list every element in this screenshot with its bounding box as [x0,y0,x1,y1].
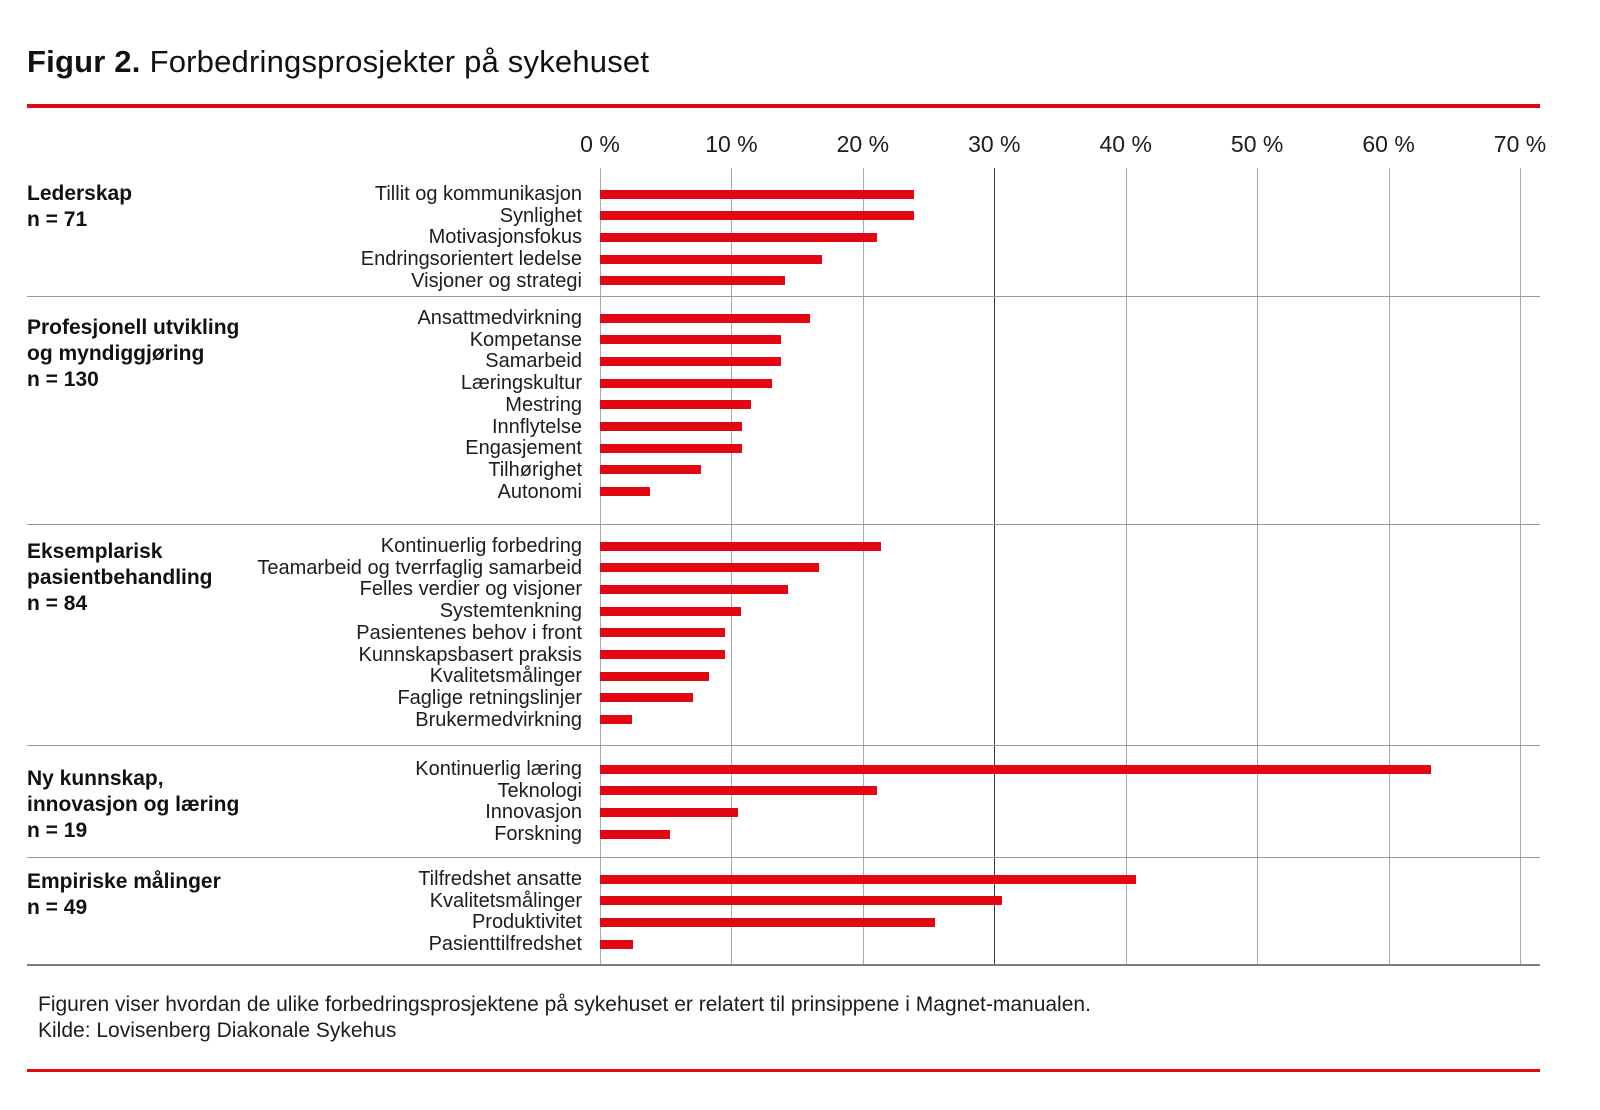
gridline-70 [1520,168,1521,966]
group-divider-2 [27,524,1540,525]
group-divider-3 [27,745,1540,746]
category-label: Tillit og kommunikasjon [374,183,582,205]
bottom-red-rule [27,1069,1540,1072]
category-label: Faglige retningslinjer [397,686,582,709]
bar [600,190,914,199]
bar [600,650,725,659]
bar [600,786,877,795]
category-label: Mestring [505,393,582,416]
category-label: Engasjement [465,437,582,460]
category-label: Kvalitetsmålinger [429,665,582,688]
bar [600,335,781,344]
category-label: Tilhørighet [488,458,582,481]
x-axis-tick-label: 60 % [1362,131,1415,157]
category-label: Teknologi [497,779,582,802]
x-axis-tick-label: 10 % [705,131,758,157]
group-title-line: og myndiggjøring [27,342,205,365]
bar [600,255,822,264]
bar [600,693,693,702]
x-axis-tick-label: 40 % [1099,131,1152,157]
bar [600,422,742,431]
category-label: Autonomi [497,480,582,503]
bar [600,940,633,949]
category-label: Endringsorientert ledelse [360,248,582,271]
bar [600,672,709,681]
category-label: Teamarbeid og tverrfaglig samarbeid [257,556,582,579]
figure-title-text: Forbedringsprosjekter på sykehuset [149,44,650,79]
category-label: Ansattmedvirkning [417,307,582,329]
bar [600,808,738,817]
bar [600,585,788,594]
group-title-line: Empiriske målinger [27,870,221,893]
gridline-30 [994,168,995,966]
category-label: Visjoner og strategi [411,269,582,292]
group-title-line: innovasjon og læring [27,793,240,816]
bar [600,487,650,496]
bar [600,276,785,285]
group-n-label: n = 130 [27,368,99,391]
group-title-line: Eksemplarisk [27,540,163,563]
bottom-axis-line [27,964,1540,966]
bar [600,607,741,616]
category-label: Produktivitet [471,911,582,934]
x-axis-tick-label: 20 % [836,131,890,157]
group-title-line: Lederskap [27,182,133,205]
category-label: Samarbeid [485,350,582,373]
category-label: Tilfredshet ansatte [418,868,582,890]
bar [600,314,810,323]
category-label: Motivasjonsfokus [428,226,582,249]
gridline-50 [1257,168,1258,966]
group-n-label: n = 84 [27,592,88,615]
top-red-rule [27,104,1540,108]
category-label: Kontinuerlig forbedring [380,535,582,557]
figure-title [27,44,649,80]
group-title-line: Ny kunnskap, [27,767,164,790]
bar [600,379,772,388]
gridline-60 [1389,168,1390,966]
figure-caption: Figuren viser hvordan de ulike forbedringsprosjektene på sykehuset er relatert til prinsippene i Magnet-manualen. [38,993,1091,1016]
category-label: Systemtenkning [439,600,582,623]
bar [600,563,819,572]
group-n-label: n = 71 [27,208,88,231]
group-divider-1 [27,296,1540,297]
bar [600,233,877,242]
bar [600,400,751,409]
category-label: Kompetanse [469,328,582,351]
category-label: Kunnskapsbasert praksis [358,643,582,666]
category-label: Pasienttilfredshet [428,933,582,956]
bar [600,875,1136,884]
bar [600,830,670,839]
bar [600,542,881,551]
x-axis-tick-label: 0 % [580,131,620,157]
group-title-line: Profesjonell utvikling [27,316,240,339]
figure-source: Kilde: Lovisenberg Diakonale Sykehus [38,1019,397,1042]
group-title-line: pasientbehandling [27,566,213,589]
bar [600,765,1431,774]
category-label: Synlighet [499,204,582,227]
category-label: Læringskultur [460,372,582,395]
bar [600,444,742,453]
bar [600,628,725,637]
category-label: Brukermedvirkning [415,708,582,731]
category-label: Felles verdier og visjoner [359,578,582,601]
gridline-40 [1126,168,1127,966]
group-n-label: n = 49 [27,896,88,919]
category-label: Innovasjon [485,801,582,824]
group-divider-4 [27,857,1540,858]
figure-title-prefix: Figur 2. [27,44,141,79]
bar [600,715,632,724]
bar [600,896,1002,905]
bar [600,465,701,474]
bar [600,918,935,927]
category-label: Pasientenes behov i front [356,621,582,644]
category-label: Innflytelse [491,415,582,438]
x-axis-tick-label: 50 % [1230,131,1284,157]
bar [600,211,914,220]
group-n-label: n = 19 [27,819,88,842]
category-label: Kontinuerlig læring [415,758,582,780]
bar [600,357,781,366]
category-label: Kvalitetsmålinger [429,889,582,912]
gridline-20 [863,168,864,966]
x-axis-tick-label: 30 % [968,131,1021,157]
x-axis-tick-label: 70 % [1493,131,1547,157]
category-label: Forskning [494,823,582,846]
